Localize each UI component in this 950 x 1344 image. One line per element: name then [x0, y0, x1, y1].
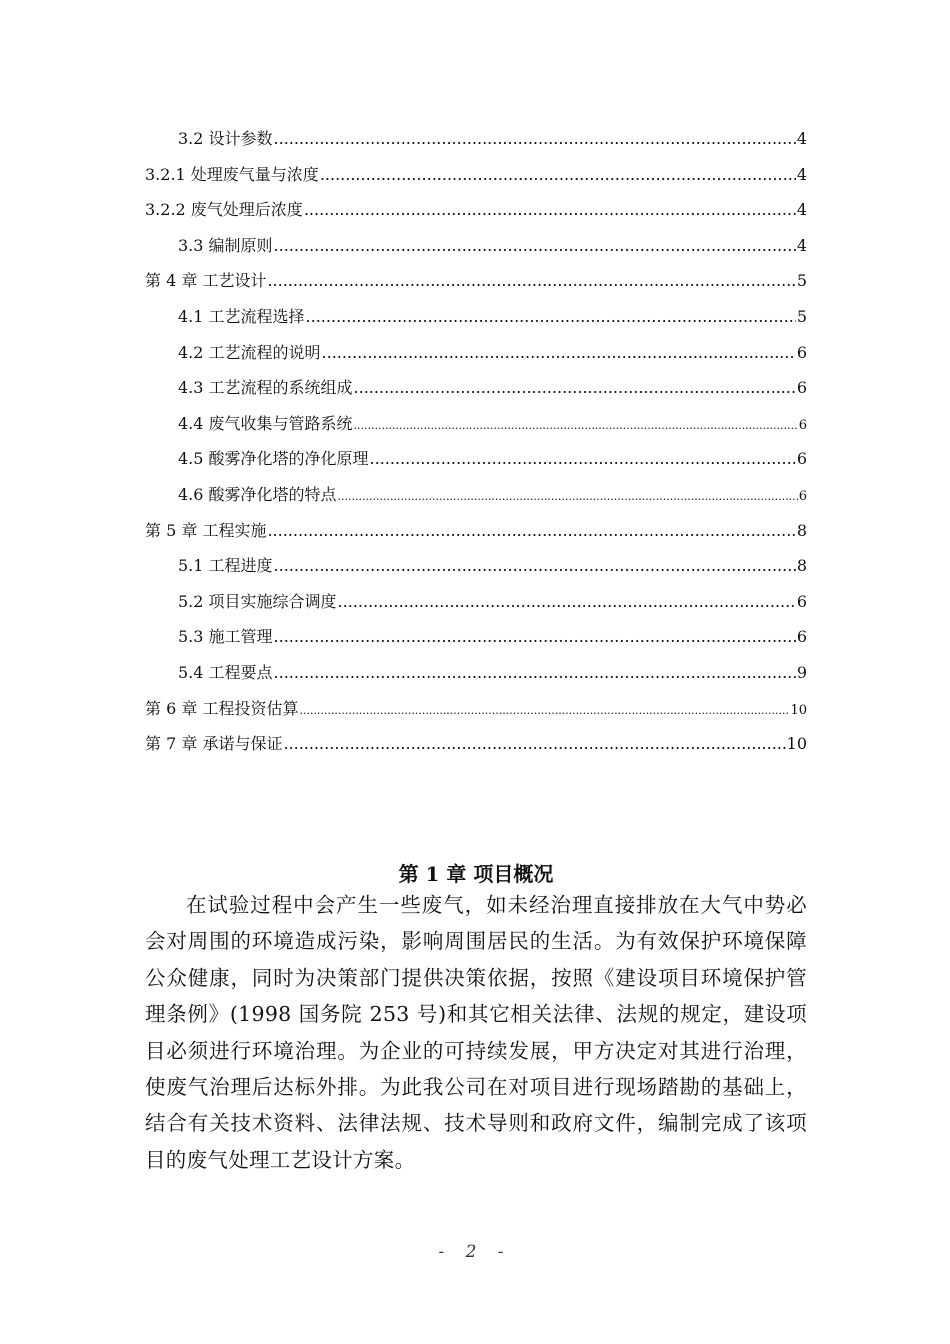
- toc-entry-title: 5.2 项目实施综合调度: [178, 591, 337, 611]
- toc-entry[interactable]: [145, 619, 807, 655]
- toc-entry-page: 4: [796, 164, 807, 184]
- toc-entry-page: 6: [798, 488, 807, 504]
- toc-entry[interactable]: [145, 477, 807, 513]
- toc-entry[interactable]: [145, 228, 807, 264]
- toc-entry-title: 3.3 编制原则: [178, 235, 273, 255]
- toc-entry-title: 5.4 工程要点: [178, 662, 273, 682]
- toc-entry-page: 4: [796, 235, 807, 255]
- toc-entry-title: 第 6 章 工程投资估算: [145, 698, 299, 718]
- toc-entry[interactable]: [145, 513, 807, 549]
- toc-entry[interactable]: [145, 263, 807, 299]
- toc-entry[interactable]: [145, 192, 807, 228]
- toc-dot-leader: [274, 228, 796, 264]
- toc-entry[interactable]: [145, 157, 807, 193]
- toc-entry-page: 6: [796, 342, 807, 362]
- toc-entry-title: 4.6 酸雾净化塔的特点: [178, 484, 337, 504]
- toc-entry[interactable]: [145, 548, 807, 584]
- toc-entry-page: 5: [796, 271, 807, 291]
- toc-entry[interactable]: [145, 299, 807, 335]
- toc-entry-page: 10: [790, 702, 807, 718]
- toc-dot-leader: [354, 370, 796, 406]
- toc-dot-leader: [338, 584, 796, 620]
- toc-entry-title: 第 5 章 工程实施: [145, 520, 267, 540]
- toc-entry[interactable]: [145, 584, 807, 620]
- toc-dot-leader: [306, 299, 796, 335]
- toc-entry-page: 8: [796, 556, 807, 576]
- toc-entry[interactable]: [145, 691, 807, 727]
- toc-dot-leader: [370, 441, 796, 477]
- toc-entry-title: 第 7 章 承诺与保证: [145, 734, 283, 754]
- toc-entry[interactable]: [145, 726, 807, 762]
- toc-entry-page: 6: [798, 417, 807, 433]
- toc-entry-page: 4: [796, 200, 807, 220]
- toc-entry-page: 6: [796, 627, 807, 647]
- toc-entry[interactable]: [145, 121, 807, 157]
- toc-dot-leader: [267, 513, 795, 549]
- toc-dot-leader: [320, 157, 796, 193]
- page-number-footer: - 2 -: [438, 1242, 512, 1262]
- toc-entry-title: 3.2.2 废气处理后浓度: [145, 200, 303, 220]
- toc-entry[interactable]: [145, 441, 807, 477]
- toc-dot-leader: [283, 726, 785, 762]
- toc-entry-page: 6: [796, 449, 807, 469]
- toc-dot-leader: [322, 335, 796, 371]
- toc-entry-title: 4.3 工艺流程的系统组成: [178, 378, 353, 398]
- toc-dot-leader: [304, 192, 796, 228]
- toc-entry-title: 5.1 工程进度: [178, 556, 273, 576]
- toc-entry[interactable]: [145, 370, 807, 406]
- chapter-paragraph: 在试验过程中会产生一些废气，如未经治理直接排放在大气中势必会对周围的环境造成污染，影响周围居民的生活。为有效保护环境保障公众健康，同时为决策部门提供决策依据，按照《建设项目环境保护管理条例》(1998 国务院 253 号)和其它相关法律、法规的规定，建设项目必须进行环境治理。为企业的可持续发展，甲方决定对其进行治理，使废气治理后达标外排。为此我公司在对项目进行现场踏勘的基础上，结合有关技术资料、法律法规、技术导则和政府文件，编制完成了该项目的废气处理工艺设计方案。: [145, 893, 807, 1172]
- toc-entry-page: 6: [796, 378, 807, 398]
- toc-entry-title: 4.1 工艺流程选择: [178, 306, 305, 326]
- toc-entry-title: 4.2 工艺流程的说明: [178, 342, 321, 362]
- toc-entry-page: 10: [786, 734, 807, 754]
- toc-dot-leader: [338, 477, 798, 513]
- toc-entry-page: 5: [796, 306, 807, 326]
- toc-entry-page: 4: [796, 129, 807, 148]
- toc-dot-leader: [274, 121, 796, 157]
- toc-dot-leader: [274, 619, 796, 655]
- toc-entry-title: 5.3 施工管理: [178, 627, 273, 647]
- toc-entry[interactable]: [145, 335, 807, 371]
- toc-entry-page: 9: [796, 662, 807, 682]
- toc-dot-leader: [274, 548, 796, 584]
- toc-entry-page: 6: [796, 591, 807, 611]
- toc-entry-title: 3.2.1 处理废气量与浓度: [145, 164, 319, 184]
- table-of-contents: [145, 121, 807, 762]
- toc-dot-leader: [354, 406, 798, 442]
- toc-entry[interactable]: [145, 406, 807, 442]
- toc-entry-title: 3.2 设计参数: [178, 129, 273, 148]
- toc-dot-leader: [274, 655, 796, 691]
- toc-entry-title: 4.5 酸雾净化塔的净化原理: [178, 449, 369, 469]
- toc-dot-leader: [299, 691, 789, 727]
- toc-entry[interactable]: [145, 655, 807, 691]
- toc-dot-leader: [267, 263, 795, 299]
- toc-entry-page: 8: [796, 520, 807, 540]
- chapter-title: 第 1 章 项目概况: [398, 862, 554, 886]
- toc-entry-title: 4.4 废气收集与管路系统: [178, 413, 353, 433]
- toc-entry-title: 第 4 章 工艺设计: [145, 271, 267, 291]
